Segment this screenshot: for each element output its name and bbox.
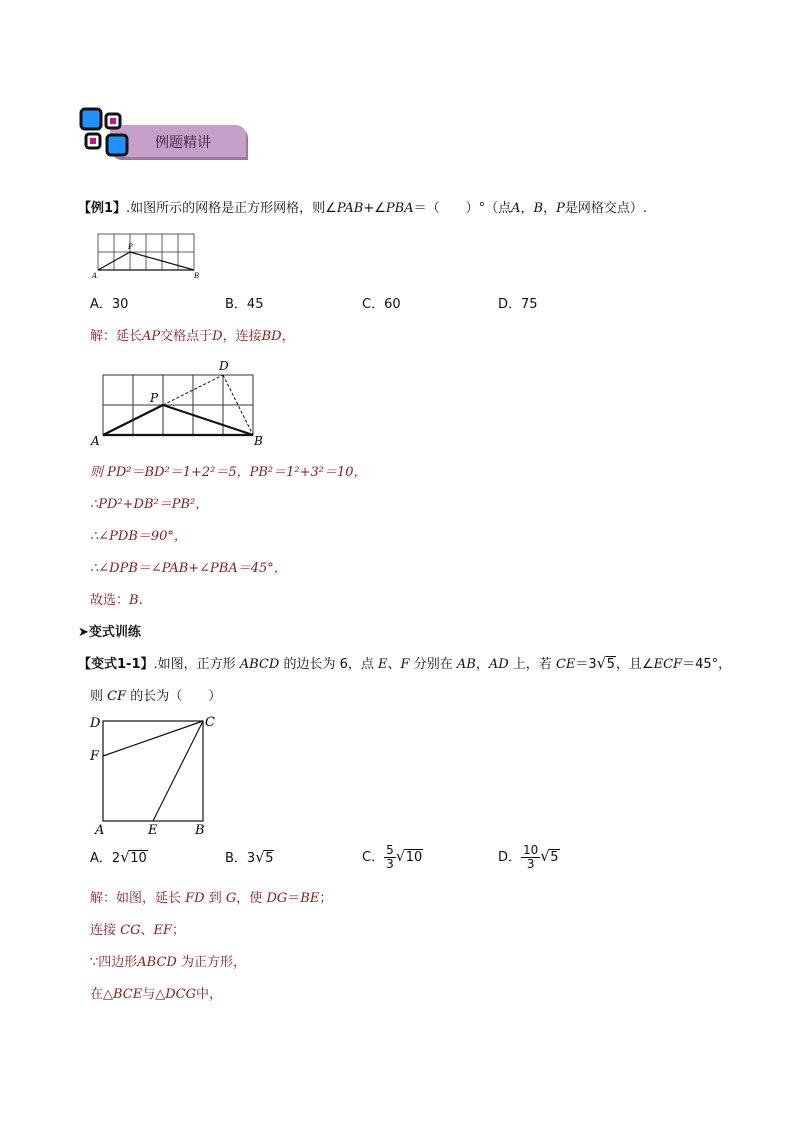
stem-text: 的长为（ ） — [130, 689, 222, 704]
stem-var: CF — [107, 689, 127, 704]
sol-var: B — [129, 593, 139, 608]
variant-option-b[interactable] — [225, 850, 274, 868]
sol-text: 为正方形， — [180, 955, 246, 970]
variant-solution-line-4 — [90, 986, 222, 1004]
variant-section-label: 变式训练 — [88, 625, 141, 640]
sol-text: ，连接 — [222, 329, 262, 344]
variant-square-figure — [86, 712, 226, 838]
sol-var: D — [212, 329, 223, 344]
sol-var: BD — [261, 329, 282, 344]
sol-text: 故选： — [90, 593, 130, 608]
sol-text: 中， — [196, 987, 223, 1002]
point-label: B — [195, 823, 205, 838]
denominator: 3 — [386, 857, 394, 871]
variant-tag: 【变式1-1】 — [78, 657, 154, 672]
option-label: A． — [90, 851, 112, 866]
sol-var: DCG — [165, 987, 196, 1002]
variant-option-a[interactable] — [90, 850, 148, 868]
point-label: D — [90, 716, 101, 731]
stem-text: 分别在 — [413, 657, 453, 672]
sol-var: BE — [300, 891, 320, 906]
sol-text: ，使 — [236, 891, 263, 906]
point-label: P — [128, 243, 133, 251]
stem-text: 上，若 — [512, 657, 552, 672]
stem-var: B — [533, 201, 544, 216]
example1-grid-figure — [88, 228, 208, 282]
point-label: P — [150, 391, 159, 405]
sol-var: BCE — [113, 987, 143, 1002]
stem-var: ABCD — [239, 657, 280, 672]
fraction — [521, 844, 540, 871]
fraction — [384, 844, 396, 871]
option-coef: 2 — [111, 851, 121, 866]
numerator: 10 — [523, 843, 539, 857]
denominator: 3 — [526, 857, 535, 871]
solution-line-6 — [90, 592, 143, 610]
section-logo-icon — [78, 106, 134, 162]
solution-grid-figure — [88, 356, 270, 448]
sol-text: ； — [319, 891, 333, 906]
stem-text: ＝45°， — [682, 657, 732, 672]
variant-option-c[interactable] — [362, 844, 423, 871]
solution-line-5: ∴∠DPB＝∠PAB+∠PBA＝45°， — [90, 561, 287, 576]
variant-stem-line-1 — [78, 656, 731, 674]
radicand: 5 — [550, 850, 559, 865]
example1-stem: 【例1】.如图所示的网格是正方形网格，则∠PAB+∠PBA＝（ ）°（点A，B，P是网格交点）. — [78, 201, 647, 216]
solution-line-2: 则 PD²＝BD²＝1+2²＝5，PB²＝1²+3²＝10， — [90, 465, 367, 480]
radicand: 5 — [606, 657, 615, 672]
sol-var: AP — [142, 329, 161, 344]
sol-text: 在△ — [90, 987, 113, 1002]
point-label: B — [254, 434, 263, 448]
point-label: E — [148, 823, 158, 838]
radicand: 10 — [130, 851, 147, 866]
stem-var: ECF — [653, 657, 683, 672]
sol-text: ＝ — [287, 891, 301, 906]
stem-text: ，且∠ — [615, 657, 654, 672]
stem-text: ＝（ ）°（点 — [413, 201, 512, 216]
solution-line-4: ∴∠PDB＝90°， — [90, 529, 187, 544]
option-label: B． — [225, 851, 247, 866]
sqrt: √ 10 — [120, 848, 147, 866]
variant-section-heading — [78, 624, 141, 642]
variant-option-d[interactable] — [498, 844, 560, 871]
sqrt: √ 5 — [540, 847, 559, 865]
stem-text: .如图，正方形 — [153, 657, 236, 672]
stem-text: .如图所示的网格是正方形网格，则∠ — [126, 201, 337, 216]
radicand: 5 — [265, 851, 274, 866]
sol-text: 到 — [208, 891, 222, 906]
stem-text: 则 — [90, 689, 104, 704]
stem-var: AD — [488, 657, 509, 672]
option-b[interactable]: B．45 — [225, 297, 264, 312]
stem-text: 的边长为 6，点 — [283, 657, 374, 672]
stem-text: 、 — [387, 657, 401, 672]
stem-var: F — [400, 657, 410, 672]
stem-var: A — [511, 201, 521, 216]
sol-var: CG — [120, 923, 141, 938]
example1-tag: 【例1】 — [78, 201, 127, 216]
sol-var: EF — [153, 923, 173, 938]
option-c[interactable]: C．60 — [362, 297, 401, 312]
stem-var: CE — [555, 657, 576, 672]
point-label: D — [219, 359, 229, 373]
stem-text: +∠ — [363, 201, 386, 216]
stem-text: 是网格交点）. — [564, 201, 647, 216]
option-a[interactable]: A．30 — [90, 297, 129, 312]
stem-var: E — [378, 657, 388, 672]
option-label: C． — [362, 850, 385, 865]
sol-text: 连接 — [90, 923, 117, 938]
arrow-icon: ➤ — [78, 625, 89, 640]
variant-solution-line-1 — [90, 890, 332, 908]
solution-line-1 — [90, 328, 295, 346]
sol-text: 交格点于 — [160, 329, 213, 344]
sol-text: . — [138, 593, 143, 608]
option-d[interactable]: D．75 — [498, 297, 538, 312]
sol-text: ∵四边形 — [90, 955, 138, 970]
sol-text: 解：如图，延长 — [90, 891, 182, 906]
sol-text: 与△ — [142, 987, 166, 1002]
point-label: C — [205, 715, 215, 730]
point-label: B — [194, 272, 200, 280]
sol-text: 、 — [140, 923, 154, 938]
option-coef: 3 — [246, 851, 256, 866]
stem-text: ， — [475, 657, 489, 672]
radicand: 10 — [405, 850, 423, 865]
variant-solution-line-3 — [90, 954, 246, 972]
point-label: A — [92, 272, 98, 280]
stem-var: AB — [456, 657, 476, 672]
solution-line-3: ∴PD²+DB²＝PB²， — [90, 497, 209, 512]
point-label: F — [90, 749, 100, 764]
option-label: D． — [498, 850, 522, 865]
variant-solution-line-2 — [90, 922, 185, 940]
sqrt: √ 5 — [255, 848, 274, 866]
sol-var: DG — [266, 891, 288, 906]
stem-var: PAB — [336, 201, 364, 216]
sol-var: ABCD — [137, 955, 177, 970]
sol-text: ； — [172, 923, 186, 938]
variant-stem-line-2 — [90, 688, 221, 706]
stem-text: ＝3 — [575, 657, 597, 672]
sol-var: FD — [185, 891, 205, 906]
numerator: 5 — [386, 843, 394, 857]
sol-var: G — [225, 891, 237, 906]
sqrt: √ 10 — [395, 847, 423, 865]
point-label: A — [91, 434, 100, 448]
point-label: A — [95, 823, 105, 838]
sqrt: √ 5 — [596, 654, 615, 672]
stem-var: P — [556, 201, 565, 216]
section-title: 例题精讲 — [155, 135, 211, 151]
sol-text: ， — [281, 329, 295, 344]
sol-text: 解：延长 — [90, 329, 143, 344]
stem-var: PBA — [385, 201, 414, 216]
